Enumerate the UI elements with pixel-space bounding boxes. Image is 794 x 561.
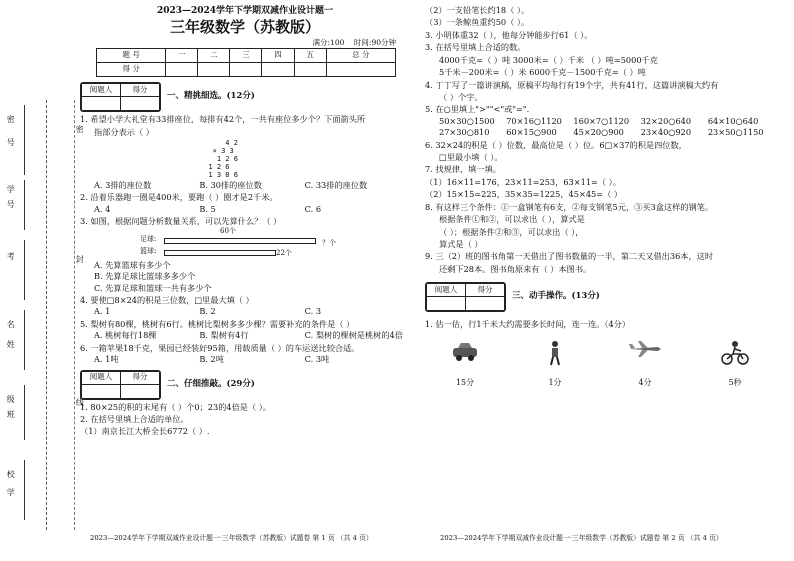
grader-label: 阅题人: [82, 84, 121, 97]
r-line-21: 9. 三（2）班的图书角第一天借出了图书数量的一半，第二天又借出36本，这时: [425, 251, 714, 262]
compare-item[interactable]: 160×7○1120: [573, 115, 630, 126]
matching-times: [425, 378, 775, 387]
question-1-options: [94, 181, 410, 190]
option[interactable]: A. 先算篮球有多少个: [94, 259, 171, 270]
score-header: 五: [294, 49, 326, 63]
field-xuexiao-2: 学: [6, 488, 16, 497]
time-option[interactable]: 15分: [455, 378, 475, 388]
score-cell[interactable]: [166, 63, 198, 77]
r-line-3: 3. 小明体重32（ ），他每分钟能步行61（ ）。: [425, 29, 593, 40]
field-kaochang-2: 号: [6, 200, 16, 209]
compare-row-2: [439, 128, 775, 137]
option[interactable]: C. 先算足球和篮球一共有多少个: [94, 282, 212, 293]
option[interactable]: A. 1: [94, 306, 111, 317]
field-line-zuohao: [24, 105, 25, 175]
grader-label: 阅题人: [82, 371, 121, 384]
time-option[interactable]: 4分: [638, 378, 652, 388]
r-line-12: 6. 32×24的积是（ ）位数，最高位是（ ）位。6□×37的积是四位数，: [425, 139, 687, 150]
question-3-options: [94, 261, 410, 293]
compare-item[interactable]: 70×16○1120: [506, 115, 562, 126]
compare-item[interactable]: 32×20○640: [640, 115, 692, 126]
option[interactable]: A. 4: [94, 203, 111, 214]
section-1-title: 一、精挑细选。(12分): [167, 91, 255, 102]
cyclist-icon: [715, 340, 755, 368]
field-xingming-2: 姓: [6, 340, 16, 349]
field-banji-2: 班: [6, 410, 16, 419]
score-cell[interactable]: [294, 63, 326, 77]
field-line-banji: [24, 385, 25, 440]
r-line-6: 5千米－200米=（ ）米 6000千克－1500千克=（ ）吨: [439, 67, 646, 78]
full-score: 满分:100: [312, 37, 345, 47]
score-table: [96, 48, 396, 77]
option[interactable]: C. 6: [304, 203, 322, 214]
compare-item[interactable]: 45×20○900: [573, 127, 624, 138]
option[interactable]: B. 先算足球比篮球多多少个: [94, 271, 196, 282]
s2-question-2a: （1）南京长江大桥全长6772（ ）.: [80, 426, 210, 437]
grader-box: [425, 282, 506, 312]
matching-icons: [425, 340, 775, 368]
exam-series-title: 2023—2024学年下学期双减作业设计题一: [156, 6, 334, 16]
section-2-header: [80, 370, 410, 400]
basketball-bar: [164, 250, 276, 256]
compare-item[interactable]: 23×40○920: [640, 127, 692, 138]
diagram-mid-label: 22个: [276, 248, 292, 257]
compare-item[interactable]: 60×15○900: [506, 127, 557, 138]
score-cell[interactable]: [326, 63, 395, 77]
grader-cell[interactable]: [82, 97, 121, 111]
compare-item[interactable]: 50×30○1500: [439, 115, 495, 126]
r-line-5: 4000千克=（ ）吨 3000米=（ ）千米 （ ）吨=5000千克: [439, 54, 658, 65]
grader-score-label: 得分: [121, 371, 160, 384]
s2-question-1: 1. 80×25的积的末尾有（ ）个0；23的4倍是（ ）。: [80, 401, 272, 412]
section-1-header: [80, 82, 410, 112]
compare-item[interactable]: 23×50○1150: [707, 127, 764, 138]
question-3: 3. 如图，根据问题分析数量关系，可以先算什么？（ ）: [80, 216, 282, 227]
field-xingming-1: 名: [6, 320, 16, 329]
field-banji-1: 级: [6, 395, 16, 404]
r-line-17: 8. 有这样三个条件：①一盒钢笔有6支，②每支钢笔5元，③买3盒这样的钢笔。: [425, 201, 714, 212]
seal-line-2: [74, 100, 75, 530]
r-line-19: （ ）；根据条件②和③，可以求出（ ），: [439, 226, 584, 237]
r-line-9: 5. 在○里填上">""<"或"=".: [425, 104, 530, 115]
score-header: 题 号: [97, 49, 166, 63]
score-header: 三: [230, 49, 262, 63]
r-line-13: □里最小填（ ）。: [439, 152, 503, 163]
option[interactable]: A. 桃树每行18棵: [94, 330, 157, 341]
option[interactable]: C. 33排的座位数: [304, 180, 368, 191]
option[interactable]: A. 1吨: [94, 354, 119, 365]
option[interactable]: B. 2吨: [199, 354, 224, 365]
field-line-xingming: [24, 310, 25, 370]
grader-cell[interactable]: [121, 97, 160, 111]
diagram-top-label: 60个: [220, 226, 236, 235]
exam-subject-title: 三年级数学（苏教版）: [169, 18, 320, 37]
multiplication-calc: 4 2 × 3 3 1 2 6 1 2 6 1 3 8 6: [208, 139, 238, 180]
section-3-title: 三、动手操作。(13分): [512, 291, 600, 302]
walker-icon: [535, 340, 575, 368]
option[interactable]: A. 3排的座位数: [94, 180, 152, 191]
section-3-header: [425, 282, 775, 312]
airplane-icon: [625, 340, 665, 368]
footer-page-2: 2023—2024学年下学期双减作业设计题一·三年级数学（苏教版）试题卷 第 2 页 （共 4 页）: [440, 534, 723, 542]
option[interactable]: C. 3吨: [304, 354, 330, 365]
diagram-row2-label: 篮球:: [140, 246, 157, 255]
score-header: 四: [262, 49, 294, 63]
field-line-kaochang: [24, 180, 25, 230]
compare-item[interactable]: 27×30○810: [439, 127, 490, 138]
grader-cell[interactable]: [427, 297, 466, 311]
page-2: [425, 6, 775, 387]
field-zuohao-2: 号: [6, 138, 16, 147]
option[interactable]: C. 梨树的棵树是桃树的4倍: [304, 330, 403, 341]
r-line-14: 7. 找规律，填一填。: [425, 164, 501, 175]
r-line-15: （1）16×11=176，23×11=253，63×11=（ ）。: [425, 176, 621, 187]
question-6: 6. 一箱苹果18千克，果园已经装好95箱，用载质量（ ）的车运送比较合适。: [80, 342, 360, 353]
grader-score-label: 得分: [466, 284, 505, 297]
option[interactable]: B. 2: [199, 306, 216, 317]
segment-diagram: [140, 226, 410, 259]
question-2-options: [94, 205, 410, 214]
option[interactable]: B. 梨树有4行: [199, 330, 249, 341]
question-4: 4. 要使□8×24的积是三位数，□里最大填（ ）: [80, 295, 254, 306]
field-zuohao-1: 密: [6, 115, 16, 124]
field-line-xuexiao: [24, 460, 25, 520]
exam-time: 时间:90分钟: [353, 37, 396, 47]
question-1: 1. 希望小学大礼堂有33排座位，每排有42个，一共有座位多少个？下面箭头所: [80, 114, 366, 125]
r-line-1: （2）一支铅笔长约18（ ）。: [425, 5, 530, 15]
score-header: 一: [166, 49, 198, 63]
option[interactable]: B. 30排的座位数: [199, 180, 262, 191]
score-header: 二: [198, 49, 230, 63]
car-icon: [445, 340, 485, 368]
question-5: 5. 梨树有80棵，桃树有6行。桃树比梨树多多少棵？需要补充的条件是（ ）: [80, 318, 355, 329]
r-line-22: 还剩下28本。图书角原来有（ ）本图书。: [439, 263, 592, 274]
grader-score-label: 得分: [121, 84, 160, 97]
score-cell[interactable]: [262, 63, 294, 77]
time-option[interactable]: 5秒: [728, 378, 742, 388]
grader-box: [80, 370, 161, 400]
option[interactable]: C. 3: [304, 306, 322, 317]
question-4-options: [94, 307, 410, 316]
section-2-title: 二、仔细推敲。(29分): [167, 378, 255, 389]
compare-item[interactable]: 64×10○640: [707, 115, 759, 126]
field-line-kaohao: [24, 240, 25, 300]
score-row-label: 得 分: [97, 63, 166, 77]
r-line-7: 4. 丁丁写了一篇讲演稿，原稿平均每行有19个字，共有41行，这篇讲演稿大约有: [425, 79, 719, 90]
seal-line: [46, 100, 47, 530]
exam-info: [80, 39, 410, 48]
football-bar: [164, 238, 316, 244]
diagram-question-label: ？个: [322, 238, 336, 247]
question-2: 2. 沿着乐器跑一圈是400米，要跑（ ）圈才是2千米。: [80, 192, 278, 203]
grader-cell[interactable]: [121, 384, 160, 398]
grader-cell[interactable]: [466, 297, 505, 311]
r-line-18: 根据条件①和②，可以求出（ ），算式是: [439, 214, 585, 225]
score-cell[interactable]: [198, 63, 230, 77]
r-line-16: （2）15×15=225，35×35=1225，45×45=（ ）: [425, 189, 623, 200]
r-line-23: 1. 估一估，行1千米大约需要多长时间，连一连。（4分）: [425, 319, 631, 330]
r-line-2: （3）一条鲸鱼重约50（ ）。: [425, 17, 530, 28]
r-line-20: 算式是（ ）: [439, 239, 483, 250]
footer-page-1: 2023—2024学年下学期双减作业设计题一·三年级数学（苏教版）试题卷 第 1 页 （共 4 页）: [90, 534, 373, 542]
question-5-options: [94, 331, 410, 340]
binding-label-xian: 线: [75, 398, 85, 407]
grader-cell[interactable]: [82, 384, 121, 398]
score-cell[interactable]: [230, 63, 262, 77]
s2-question-2: 2. 在括号里填上合适的单位。: [80, 413, 189, 424]
field-xuexiao-1: 校: [6, 470, 16, 479]
question-6-options: [94, 355, 410, 364]
field-kaohao-1: 考: [6, 252, 16, 261]
binding-label-mi: 密: [75, 125, 85, 134]
field-kaochang-1: 学: [6, 185, 16, 194]
page-1: [80, 6, 410, 437]
grader-box: [80, 82, 161, 112]
time-option[interactable]: 1分: [548, 378, 562, 388]
r-line-4: 3. 在括号里填上合适的数。: [425, 42, 526, 53]
diagram-row1-label: 足球:: [140, 234, 157, 243]
question-1-cont: 指部分表示（ ）: [94, 126, 154, 137]
compare-row-1: [439, 117, 775, 126]
grader-label: 阅题人: [427, 284, 466, 297]
r-line-8: （ ）个字。: [439, 91, 483, 102]
option[interactable]: B. 5: [199, 203, 216, 214]
binding-label-feng: 封: [75, 255, 85, 264]
score-header: 总 分: [326, 49, 395, 63]
